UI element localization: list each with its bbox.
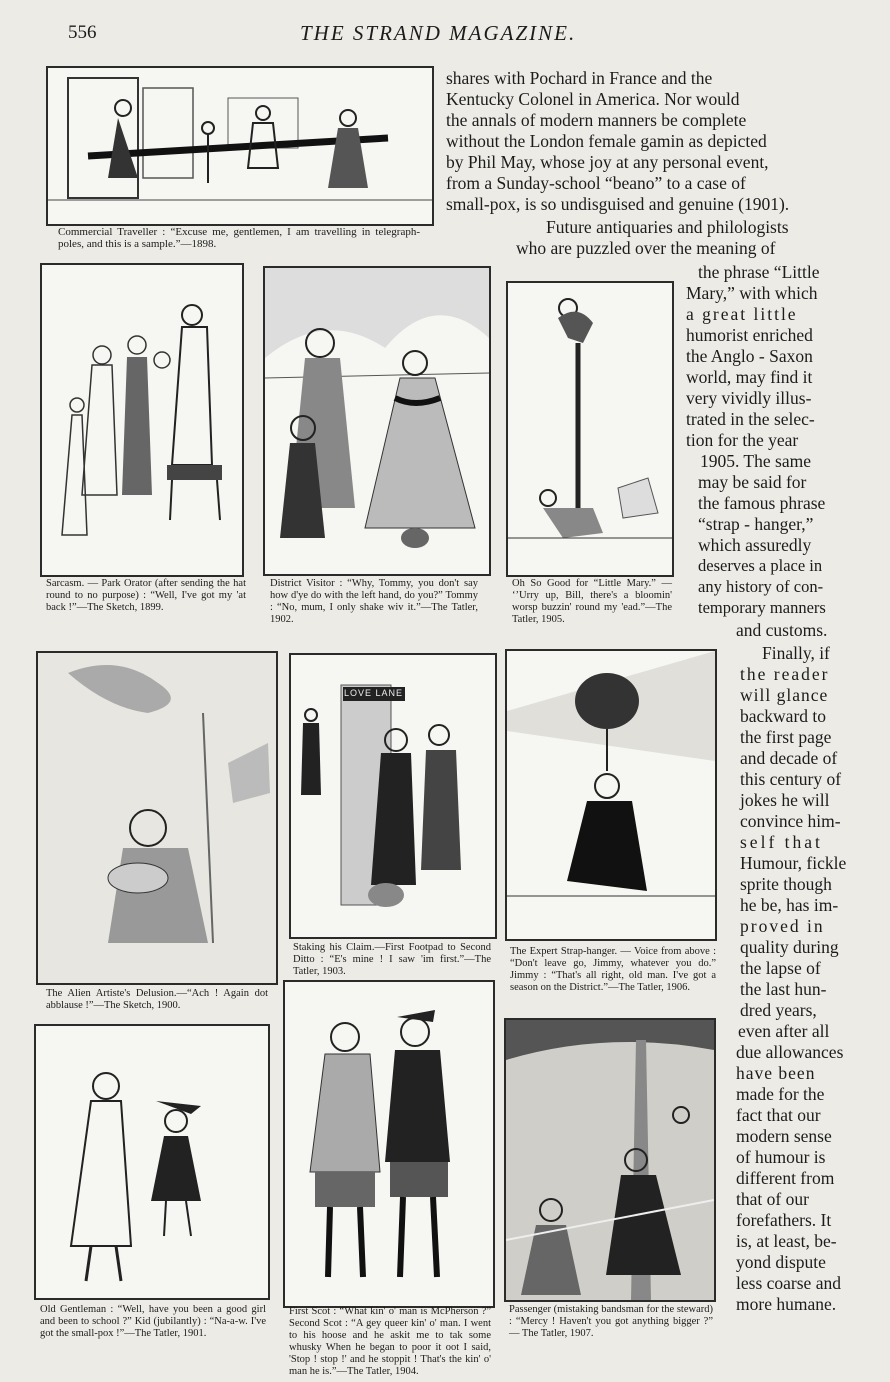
text-line: sprite though xyxy=(740,874,832,894)
text-line: Kentucky Colonel in America. Nor would xyxy=(446,89,740,109)
text-line: this century of xyxy=(740,769,842,789)
text-line: proved in xyxy=(740,916,825,936)
text-line: the first page xyxy=(740,727,832,747)
text-line: Humour, fickle xyxy=(740,853,847,873)
text-line: dred years, xyxy=(740,1000,817,1020)
text-line: deserves a place in xyxy=(698,556,823,575)
text-line: and customs. xyxy=(736,620,828,640)
caption-little-mary: Oh So Good for “Little Mary.” — ‘’Urry up, Bill, there's a bloomin' worsp buzzin' round my 'ead.”—The Tatler, 1905. xyxy=(512,578,672,625)
cartoon-passenger xyxy=(504,1018,716,1302)
text-line: different from xyxy=(736,1168,835,1188)
cartoon-park-orator xyxy=(40,263,244,577)
text-line: self that xyxy=(740,832,823,852)
text-line: jokes he will xyxy=(740,790,830,810)
caption-old-gentleman: Old Gentleman : “Well, have you been a good girl and been to school ?” Kid (jubilantly) : “Na-a-w. I've got the small-pox !”—The Tatler, 1901. xyxy=(40,1304,266,1339)
text-line: that of our xyxy=(736,1189,809,1209)
text-line: fact that our xyxy=(736,1105,821,1125)
cartoon-strap-hanger xyxy=(505,649,717,941)
text-line: Future antiquaries and philologists xyxy=(546,217,789,237)
text-line: world, may find it xyxy=(686,367,813,387)
text-line: quality during xyxy=(740,937,839,957)
text-line: small-pox, is so undisguised and genuine (1901). xyxy=(446,194,790,214)
text-line: more humane. xyxy=(736,1294,837,1314)
text-line: the last hun- xyxy=(740,979,827,999)
text-line: a great little xyxy=(686,304,798,324)
caption-strap-hanger: The Expert Strap-hanger. — Voice from above : “Don't leave go, Jimmy, whatever you do.” Jimmy : “That's all right, old man. I've got a season on the District.”—The Tatler, 1906. xyxy=(510,946,716,993)
cartoon-old-gentleman xyxy=(34,1024,270,1300)
text-line: who are puzzled over the meaning of xyxy=(516,238,776,258)
caption-scots: First Scot : “What kin' o' man is McPherson ?” Second Scot : “A gey queer kin' o' man. I went to his hoose and he askit me to tak some whusky When he began to poor it oot I said, 'Stop ! stop !' and he stoppit ! That's the kin' o' man he is.”—The Tatler, 1904. xyxy=(289,1306,491,1377)
caption-commercial-traveller: Commercial Traveller : “Excuse me, gentlemen, I am travelling in telegraph-poles, and this is a sample.”—1898. xyxy=(58,226,420,250)
cartoon-scots xyxy=(283,980,495,1308)
text-line: will glance xyxy=(740,685,829,705)
text-line: shares with Pochard in France and the xyxy=(446,68,713,88)
text-line: he be, has im- xyxy=(740,895,839,915)
text-line: is, at least, be- xyxy=(736,1231,837,1251)
text-line: very vividly illus- xyxy=(686,388,812,408)
text-line: may be said for xyxy=(698,472,807,492)
text-line: the famous phrase xyxy=(698,493,826,513)
cartoon-commercial-traveller xyxy=(46,66,434,226)
caption-love-lane: Staking his Claim.—First Footpad to Second Ditto : “E's mine ! I saw 'im first.”—The Tatler, 1903. xyxy=(293,942,491,977)
caption-passenger: Passenger (mistaking bandsman for the steward) : “Mercy ! Haven't you got anything bigger ?” — The Tatler, 1907. xyxy=(509,1304,713,1339)
text-line: Finally, if xyxy=(762,643,830,663)
text-line: trated in the selec- xyxy=(686,409,815,429)
text-line: the phrase “Little xyxy=(698,262,820,282)
text-line: tion for the year xyxy=(686,430,799,450)
text-line: and decade of xyxy=(740,748,838,768)
cartoon-little-mary xyxy=(506,281,674,577)
caption-alien-artiste: The Alien Artiste's Delusion.—“Ach ! Again dot abblause !”—The Sketch, 1900. xyxy=(46,988,268,1011)
text-line: backward to xyxy=(740,706,827,726)
page-number: 556 xyxy=(68,22,97,43)
text-line: even after all xyxy=(738,1021,830,1041)
text-line: due allowances xyxy=(736,1042,844,1062)
text-line: “strap - hanger,” xyxy=(698,514,814,534)
text-line: modern sense xyxy=(736,1126,832,1146)
text-line: the lapse of xyxy=(740,958,821,978)
text-line: by Phil May, whose joy at any personal event, xyxy=(446,152,769,172)
text-line: forefathers. It xyxy=(736,1210,832,1230)
text-line: of humour is xyxy=(736,1147,826,1167)
text-line: have been xyxy=(736,1063,816,1083)
text-line: without the London female gamin as depicted xyxy=(446,131,767,151)
love-lane-sign: LOVE LANE xyxy=(344,688,404,698)
text-line: from a Sunday-school “beano” to a case of xyxy=(446,173,746,193)
text-line: made for the xyxy=(736,1084,825,1104)
text-line: the reader xyxy=(740,664,830,684)
text-line: any history of con- xyxy=(698,577,824,596)
text-line: the annals of modern manners be complete xyxy=(446,110,747,130)
cartoon-district-visitor xyxy=(263,266,491,576)
text-line: 1905. The same xyxy=(700,451,811,471)
text-line: the Anglo - Saxon xyxy=(686,346,813,366)
caption-district-visitor: District Visitor : “Why, Tommy, you don't say how d'ye do with the left hand, do you?” Tommy : “No, mum, I only shake wiv it.”—The Tatler, 1902. xyxy=(270,578,478,625)
text-line: temporary manners xyxy=(698,598,826,617)
text-line: less coarse and xyxy=(736,1273,841,1293)
text-line: yond dispute xyxy=(736,1252,826,1272)
caption-park-orator: Sarcasm. — Park Orator (after sending the hat round to no purpose) : “Well, I've got my 'at back !”—The Sketch, 1899. xyxy=(46,578,246,613)
text-line: humorist enriched xyxy=(686,325,813,345)
text-line: Mary,” with which xyxy=(686,283,818,303)
magazine-title: THE STRAND MAGAZINE. xyxy=(300,21,577,45)
text-line: convince him- xyxy=(740,811,841,831)
cartoon-alien-artiste xyxy=(36,651,278,985)
text-line: which assuredly xyxy=(698,535,812,555)
